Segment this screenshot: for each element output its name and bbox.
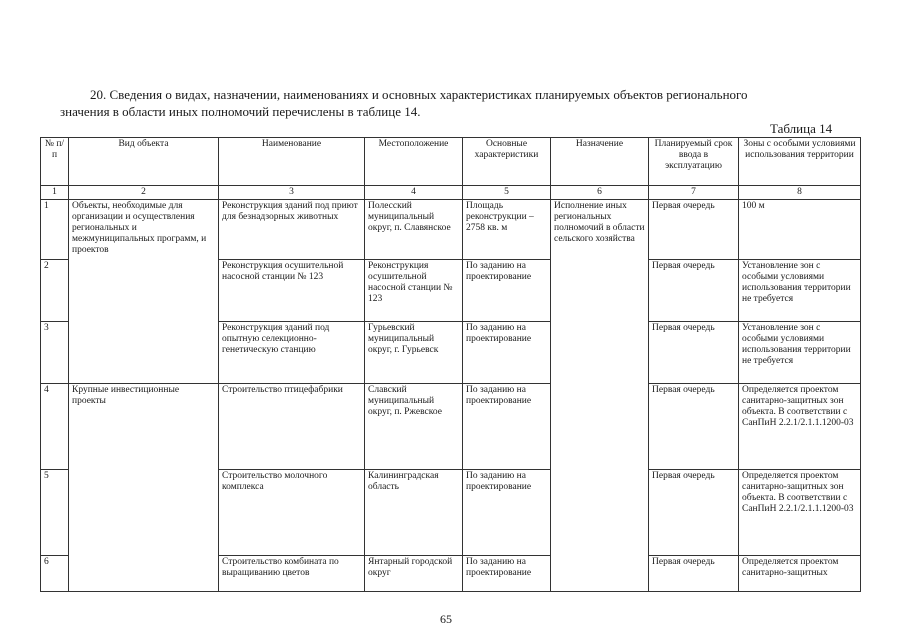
row-num: 4	[41, 384, 69, 470]
object-zones: Установление зон с особыми условиями использования территории не требуется	[739, 260, 861, 322]
object-location: Реконструкция осушительной насосной станции № 123	[365, 260, 463, 322]
object-characteristics: По заданию на проектирование	[463, 322, 551, 384]
object-term: Первая очередь	[649, 556, 739, 592]
object-purpose: Исполнение иных региональных полномочий в области сельского хозяйства	[551, 200, 649, 592]
object-kind: Объекты, необходимые для организации и осуществления региональных и межмуниципальных программ, и проектов	[69, 200, 219, 384]
row-num: 6	[41, 556, 69, 592]
intro-line-1: 20. Сведения о видах, назначении, наименованиях и основных характеристиках планируемых объектов регионального	[90, 87, 748, 102]
row-num: 1	[41, 200, 69, 260]
header-name: Наименование	[219, 138, 365, 186]
col-number: 1	[41, 186, 69, 200]
column-number-row	[41, 186, 861, 200]
object-term: Первая очередь	[649, 260, 739, 322]
header-kind: Вид объекта	[69, 138, 219, 186]
table-row	[41, 200, 861, 260]
col-number: 5	[463, 186, 551, 200]
row-num: 2	[41, 260, 69, 322]
object-characteristics: По заданию на проектирование	[463, 470, 551, 556]
object-location: Калининградская область	[365, 470, 463, 556]
header-location: Местоположение	[365, 138, 463, 186]
object-term: Первая очередь	[649, 384, 739, 470]
header-purpose: Назначение	[551, 138, 649, 186]
object-characteristics: По заданию на проектирование	[463, 556, 551, 592]
header-characteristics: Основные характеристики	[463, 138, 551, 186]
col-number: 6	[551, 186, 649, 200]
object-name: Строительство молочного комплекса	[219, 470, 365, 556]
object-characteristics: По заданию на проектирование	[463, 260, 551, 322]
table-row	[41, 384, 861, 470]
object-name: Реконструкция зданий под приют для безнадзорных животных	[219, 200, 365, 260]
object-term: Первая очередь	[649, 322, 739, 384]
header-num: № п/п	[41, 138, 69, 186]
intro-line-2: значения в области иных полномочий перечислены в таблице 14.	[60, 104, 421, 119]
object-term: Первая очередь	[649, 200, 739, 260]
object-characteristics: По заданию на проектирование	[463, 384, 551, 470]
col-number: 3	[219, 186, 365, 200]
col-number: 4	[365, 186, 463, 200]
row-num: 3	[41, 322, 69, 384]
object-location: Славский муниципальный округ, п. Ржевское	[365, 384, 463, 470]
object-location: Полесский муниципальный округ, п. Славянское	[365, 200, 463, 260]
object-name: Строительство птицефабрики	[219, 384, 365, 470]
object-zones: 100 м	[739, 200, 861, 260]
object-name: Реконструкция зданий под опытную селекционно-генетическую станцию	[219, 322, 365, 384]
intro-paragraph	[60, 86, 860, 120]
object-name: Реконструкция осушительной насосной станции № 123	[219, 260, 365, 322]
col-number: 7	[649, 186, 739, 200]
page-number: 65	[440, 612, 452, 626]
object-zones: Определяется проектом санитарно-защитных зон объекта. В соответствии с СанПиН 2.2.1/2.1.1.1200-03	[739, 470, 861, 556]
object-name: Строительство комбината по выращиванию цветов	[219, 556, 365, 592]
objects-table	[40, 137, 861, 592]
header-term: Планируемый срок ввода в эксплуатацию	[649, 138, 739, 186]
object-zones: Определяется проектом санитарно-защитных зон объекта. В соответствии с СанПиН 2.2.1/2.1.1.1200-03	[739, 384, 861, 470]
object-term: Первая очередь	[649, 470, 739, 556]
object-kind: Крупные инвестиционные проекты	[69, 384, 219, 592]
col-number: 2	[69, 186, 219, 200]
object-location: Гурьевский муниципальный округ, г. Гурьевск	[365, 322, 463, 384]
table-caption: Таблица 14	[770, 121, 833, 136]
col-number: 8	[739, 186, 861, 200]
object-location: Янтарный городской округ	[365, 556, 463, 592]
header-row	[41, 138, 861, 186]
object-characteristics: Площадь реконструкции – 2758 кв. м	[463, 200, 551, 260]
header-zones: Зоны с особыми условиями использования территории	[739, 138, 861, 186]
row-num: 5	[41, 470, 69, 556]
object-zones: Установление зон с особыми условиями использования территории не требуется	[739, 322, 861, 384]
object-zones: Определяется проектом санитарно-защитных	[739, 556, 861, 592]
